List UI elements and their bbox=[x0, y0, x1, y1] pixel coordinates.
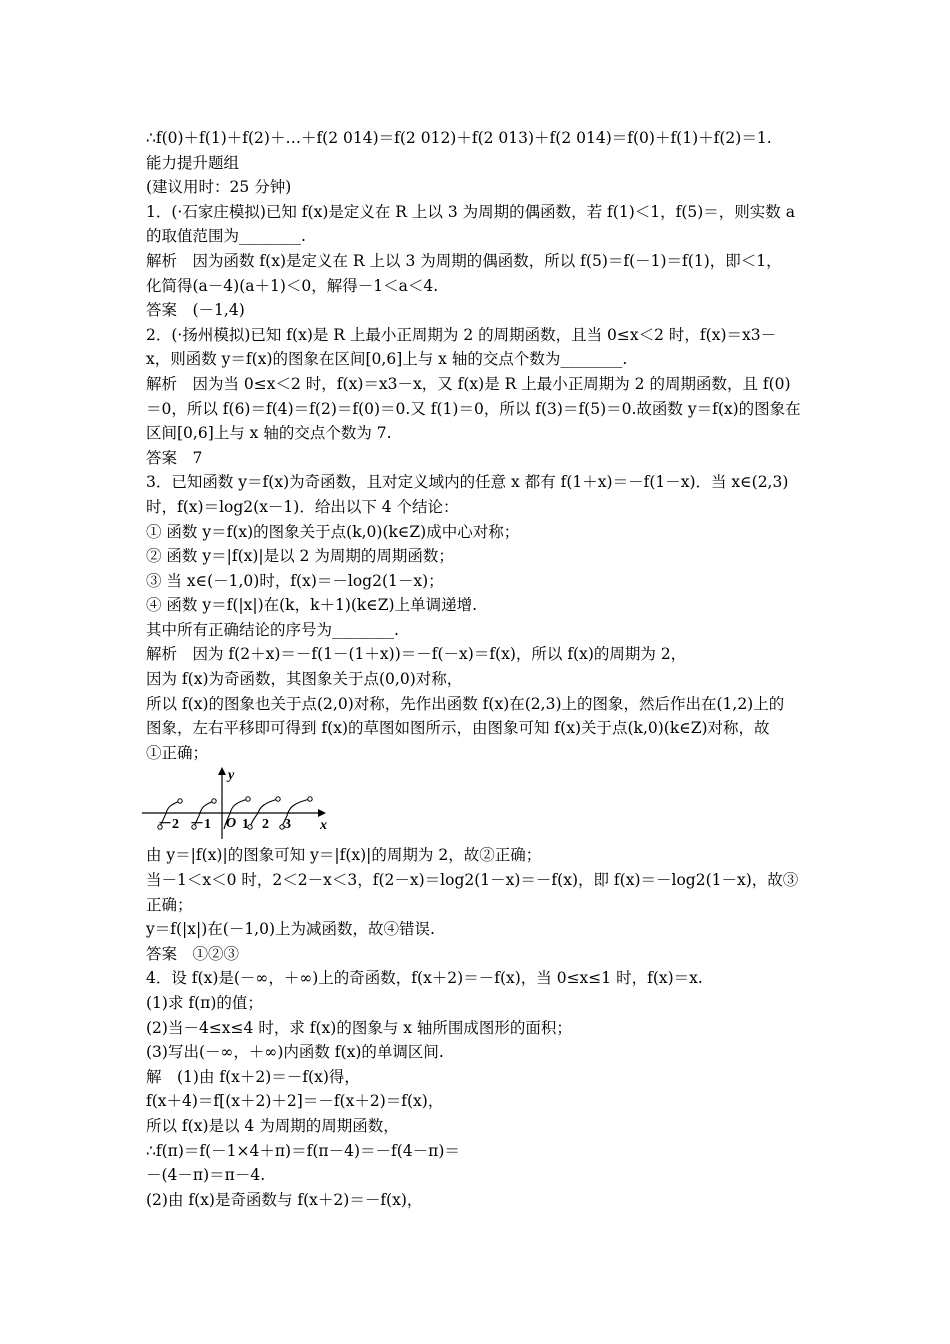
text-line: (2)当－4≤x≤4 时，求 f(x)的图象与 x 轴所围成图形的面积； bbox=[146, 1018, 572, 1037]
text-line: －(4－π)＝π－4. bbox=[146, 1166, 266, 1185]
text-line: 1．(·石家庄模拟)已知 f(x)是定义在 R 上以 3 为周期的偶函数，若 f(1)＜1，f(5)＝，则实数 a bbox=[146, 202, 795, 221]
text-line: ＝0，所以 f(6)＝f(4)＝f(2)＝f(0)＝0.又 f(1)＝0，所以 f(3)＝f(5)＝0.故函数 y＝f(x)的图象在 bbox=[146, 399, 801, 418]
text-line: ④ 函数 y＝f(|x|)在(k，k＋1)(k∈Z)上单调递增. bbox=[146, 596, 478, 615]
text-line: 所以 f(x)是以 4 为周期的周期函数， bbox=[146, 1116, 399, 1135]
text-line: (2)由 f(x)是奇函数与 f(x＋2)＝－f(x)， bbox=[146, 1190, 423, 1209]
x-axis-arrow bbox=[318, 809, 326, 817]
text-line: 因为 f(x)为奇函数，其图象关于点(0,0)对称， bbox=[146, 670, 463, 689]
text-line: 解析 因为函数 f(x)是定义在 R 上以 3 为周期的偶函数，所以 f(5)＝f(－1)＝f(1)，即＜1， bbox=[146, 251, 782, 270]
text-line: 答案 7 bbox=[146, 448, 203, 467]
function-sketch bbox=[142, 767, 332, 843]
endpoint-marker bbox=[276, 797, 280, 801]
text-line: 其中所有正确结论的序号为________. bbox=[146, 620, 399, 639]
tick-label: 1 bbox=[242, 817, 249, 833]
endpoint-marker bbox=[212, 799, 216, 803]
text-line: 时，f(x)＝log2(x－1)．给出以下 4 个结论： bbox=[146, 497, 459, 516]
text-line: ③ 当 x∈(－1,0)时，f(x)＝－log2(1－x)； bbox=[146, 571, 444, 590]
text-line: 正确； bbox=[146, 895, 193, 914]
origin-label: O bbox=[226, 816, 237, 832]
text-line: 4．设 f(x)是(－∞，＋∞)上的奇函数，f(x＋2)＝－f(x)，当 0≤x≤1 时，f(x)＝x. bbox=[146, 969, 703, 988]
text-line: ① 函数 y＝f(x)的图象关于点(k,0)(k∈Z)成中心对称； bbox=[146, 522, 520, 541]
endpoint-marker bbox=[246, 797, 250, 801]
text-line: ② 函数 y＝|f(x)|是以 2 为周期的周期函数； bbox=[146, 547, 454, 566]
text-line: 解析 因为当 0≤x＜2 时，f(x)＝x3－x，又 f(x)是 R 上最小正周期为 2 的周期函数，且 f(0) bbox=[146, 374, 791, 393]
text-line: 答案 (－1,4) bbox=[146, 301, 245, 320]
tick-label: 2 bbox=[262, 817, 269, 833]
endpoint-marker bbox=[308, 797, 312, 801]
y-axis-label: y bbox=[228, 768, 235, 784]
text-line: 解析 因为 f(2＋x)＝－f(1－(1＋x))＝－f(－x)＝f(x)，所以 f(x)的周期为 2， bbox=[146, 645, 687, 664]
text-line: ①正确； bbox=[146, 743, 209, 762]
text-line: x，则函数 y＝f(x)的图象在区间[0,6]上与 x 轴的交点个数为________. bbox=[146, 350, 628, 369]
text-line: 化简得(a－4)(a＋1)＜0，解得－1＜a＜4. bbox=[146, 276, 439, 295]
text-line: 的取值范围为________. bbox=[146, 227, 306, 246]
text-line: 图象，左右平移即可得到 f(x)的草图如图所示，由图象可知 f(x)关于点(k,0)(k∈Z)对称，故 bbox=[146, 719, 770, 738]
text-line: 2．(·扬州模拟)已知 f(x)是 R 上最小正周期为 2 的周期函数，且当 0≤x＜2 时，f(x)＝x3－ bbox=[146, 325, 777, 344]
text-line: (建议用时：25 分钟) bbox=[146, 178, 292, 197]
text-line: 答案 ①②③ bbox=[146, 944, 240, 963]
tick-label: －1 bbox=[190, 817, 211, 833]
text-line: (3)写出(－∞，＋∞)内函数 f(x)的单调区间. bbox=[146, 1043, 444, 1062]
text-line: 所以 f(x)的图象也关于点(2,0)对称，先作出函数 f(x)在(2,3)上的图象，然后作出在(1,2)上的 bbox=[146, 694, 785, 713]
document-body bbox=[146, 126, 810, 1212]
text-line: (1)求 f(π)的值； bbox=[146, 994, 263, 1012]
tick-label: －2 bbox=[158, 817, 179, 833]
section-heading: 能力提升题组 bbox=[146, 153, 240, 172]
text-line: y＝f(|x|)在(－1,0)上为减函数，故④错误. bbox=[146, 920, 435, 939]
text-line: 当－1＜x＜0 时，2＜2－x＜3，f(2－x)＝log2(1－x)＝－f(x)，即 f(x)＝－log2(1－x)，故③ bbox=[146, 871, 799, 890]
text-line: ∴f(π)＝f(－1×4＋π)＝f(π－4)＝－f(4－π)＝ bbox=[146, 1141, 460, 1160]
text-line: 由 y＝|f(x)|的图象可知 y＝|f(x)|的周期为 2，故②正确； bbox=[146, 846, 542, 865]
text-line: 3．已知函数 y＝f(x)为奇函数，且对定义域内的任意 x 都有 f(1＋x)＝－f(1－x)．当 x∈(2,3) bbox=[146, 473, 789, 492]
y-axis-arrow bbox=[218, 767, 226, 775]
function-sketch-figure bbox=[146, 765, 810, 843]
tick-label: 3 bbox=[284, 817, 291, 833]
text-line: ∴f(0)＋f(1)＋f(2)＋…＋f(2 014)＝f(2 012)＋f(2 013)＋f(2 014)＝f(0)＋f(1)＋f(2)＝1. bbox=[146, 129, 772, 147]
text-line: f(x＋4)＝f[(x＋2)＋2]＝－f(x＋2)＝f(x)， bbox=[146, 1092, 444, 1111]
text-line: 区间[0,6]上与 x 轴的交点个数为 7. bbox=[146, 424, 392, 443]
endpoint-marker bbox=[178, 799, 182, 803]
x-axis-label: x bbox=[320, 818, 327, 834]
text-line: 解 (1)由 f(x＋2)＝－f(x)得， bbox=[146, 1067, 360, 1086]
